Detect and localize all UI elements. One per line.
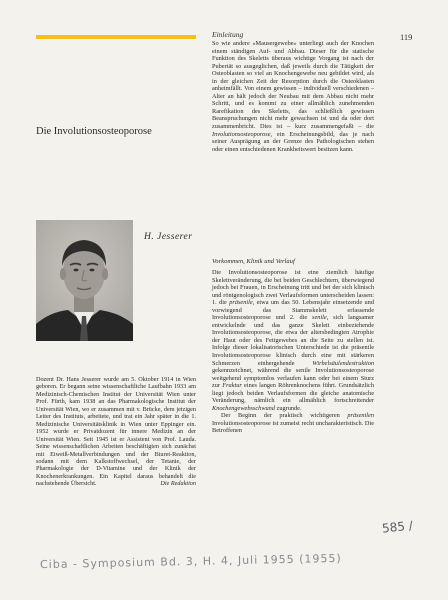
yellow-header-rule	[36, 35, 196, 39]
article-title: Die Involutionsosteoporose	[36, 126, 152, 137]
section-subheading: Vorkommen, Klinik und Verlauf	[212, 258, 295, 265]
body-column	[212, 269, 374, 435]
pencil-citation-note: Ciba - Symposium Bd. 3, H. 4, Juli 1955 (1955)	[39, 551, 342, 572]
introduction-column	[212, 40, 374, 153]
term-involutionsosteoporose: Involutionsosteoporose	[212, 130, 271, 138]
page-number: 119	[400, 32, 413, 42]
intro-paragraph: So wie andere «Mausergewebe» unterliegt auch der Knochen einem ständigen Auf- und Abbau. Dieser für die statische Funktion des Skeletts überaus wichtige Vorgang ist nach der Pubertät so ausgeglichen, daß jeweils durch die Tätigkeit der Osteoblasten so viel an Knochengewebe neu gebildet wird, als in der gleichen Zeit der Resorption durch die Osteoklasten anheimfällt. Von einem gewissen – individuell verschiedenen – Alter an hält jedoch der Neubau mit dem Abbau nicht mehr Schritt, und es kommt zu einer allmählich zunehmenden Rarefikation des Skeletts, das schließlich gewissen Beanspruchungen nicht mehr gewachsen ist und da oder dort zusammenbricht. Dies ist – kurz zusammengefaßt – die Involutionsosteoporose, ein Erscheinungsbild, das je nach seiner Ausprägung an der Grenze des Pathologischen stehen oder einen entschiedenen Krankheitswert besitzen kann.	[212, 40, 374, 153]
section-label: Einleitung	[212, 30, 244, 39]
body-paragraph: Die Involutionsosteoporose ist eine ziemlich häufige Skelettveränderung, die bei beiden Geschlechtern, überwiegend jedoch bei Frauen, in Erscheinung tritt und bei der sich klinisch und röntgenologisch zwei Verlaufsformen unterscheiden lassen: 1. die präsenile, etwa um das 50. Lebensjahr einsetzende und vorwiegend das Stammskelett erfassende Involutionsosteoporose und 2. die senile, sich langsamer entwickelnde und das ganze Skelett einbeziehende Involutionsosteoporose, die etwa der altersbedingten Atrophie der Haut oder des Fettgewebes an die Seite zu stellen ist. Infolge dieser lokalisatorischen Unterschiede ist die präsenile Involutionsosteoporose klinisch durch eine mit stärkeren Schmerzen einhergehende Wirbelsäulendestruktion gekennzeichnet, während die senile Involutionsosteoporose weitgehend symptomlos verlaufen kann oder bei einem Sturz zur Fraktur eines langen Röhrenknochens führt. Grundsätzlich liegt jedoch beiden Verlaufsformen die gleiche anatomische Veränderung, nämlich ein allmählich fortschreitender Knochengewebsschwund zugrunde.	[212, 269, 374, 412]
editorial-credit: Die Redaktion	[160, 480, 196, 488]
author-biography	[36, 376, 196, 488]
author-portrait	[36, 220, 133, 341]
body-paragraph-continued: Der Beginn der praktisch wichtigeren präsenilen Involutionsosteoporose ist zumeist recht uncharakteristisch. Die Betroffenen	[212, 412, 374, 435]
biography-text: Dozent Dr. Hans Jesserer wurde am 5. Oktober 1914 in Wien geboren. Er begann seine wissenschaftliche Laufbahn 1933 am Medizinisch-Chemischen Institut der Universität Wien unter Prof. Fürth, kam 1938 an das Pharmakologische Institut der Universität Wien, wo er zusammen mit v. Brücke, dem jetzigen Leiter des Instituts, arbeitete, und trat ein Jahr später in die 1. Medizinische Universitätsklinik in Wien unter Eppinger ein. 1952 wurde er Privatdozent für innere Medizin an der Universität Wien. Seit 1945 ist er Assistent von Prof. Lauda. Seine wissenschaftlichen Arbeiten beschäftigten sich zunächst mit Eiweiß-Metallverbindungen und der Biuret-Reaktion, sodann mit dem Kalkstoffwechsel, der Tetanie, der Pharmakologie der D-Vitamine und der Klinik der Knochenerkrankungen. Ein Kapitel daraus behandelt die nachstehende Übersicht.	[36, 376, 196, 488]
portrait-photo	[36, 220, 133, 341]
author-name: H. Jesserer	[144, 232, 193, 242]
pencil-annotation-number: 585 /	[381, 518, 414, 536]
